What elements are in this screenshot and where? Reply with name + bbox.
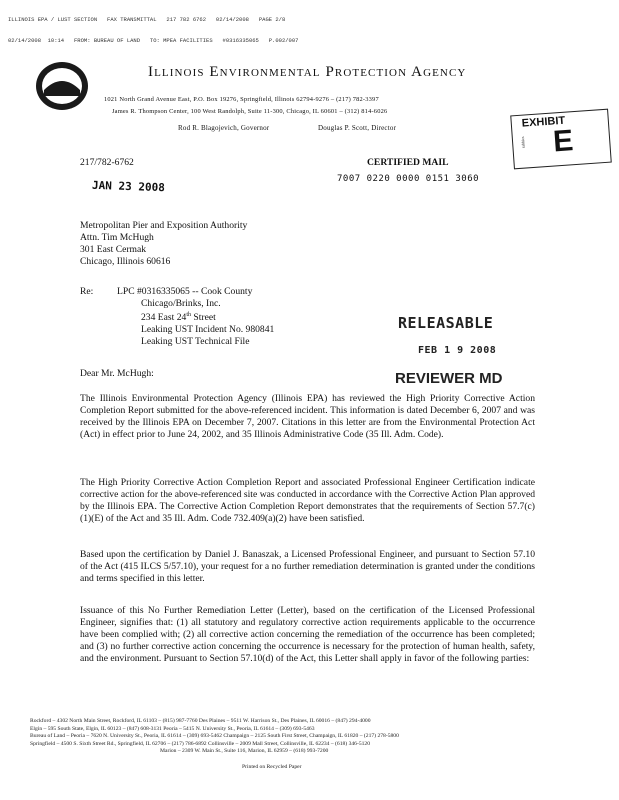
fax-header-line: 02/14/2008 10:14 FROM: BUREAU OF LAND TO: MPEA FACILITIES #0316335065 P.002/007: [8, 37, 299, 44]
recipient-line: 301 East Cermak: [80, 243, 147, 255]
footer-line: Elgin – 595 South State, Elgin, IL 60123 – (847) 608-3131 Peoria – 5415 N. University St., Peoria, IL 61614 – (309) 693-5463: [30, 725, 315, 732]
recipient-line: Metropolitan Pier and Exposition Authority: [80, 220, 248, 231]
exhibit-stamp: [510, 109, 612, 170]
re-line: Leaking UST Incident No. 980841: [141, 323, 275, 335]
exhibit-side-text: tabbies: [519, 136, 526, 149]
recycled-paper-note: Printed on Recycled Paper: [242, 763, 302, 770]
exhibit-letter: E: [552, 124, 575, 159]
agency-address-line: James R. Thompson Center, 100 West Randolph, Suite 11-300, Chicago, IL 60601 – (312) 814-6026: [112, 108, 388, 115]
certified-mail-label: CERTIFIED MAIL: [367, 157, 449, 168]
footer-line: Marion – 2309 W. Main St., Suite 116, Marion, IL 62959 – (618) 993-7200: [160, 748, 329, 755]
re-label: Re:: [80, 286, 94, 297]
recipient-line: Chicago, Illinois 60616: [80, 255, 171, 267]
footer-line: Springfield – 4500 S. Sixth Street Rd., Springfield, IL 62706 – (217) 786-6892 Collinsville – 2009 Mall Street, Collinsville, IL 62234 – (618) 346-5120: [30, 740, 371, 747]
recipient-line: Attn. Tim McHugh: [80, 231, 154, 243]
footer-line: Rockford – 4302 North Main Street, Rockford, IL 61103 – (815) 987-7760 Des Plaines – 9511 W. Harrison St., Des Plaines, IL 60016 – (847) 294-4000: [30, 718, 371, 724]
governor-name: Rod R. Blagojevich, Governor: [178, 124, 270, 132]
re-line: Chicago/Brinks, Inc.: [141, 297, 221, 309]
director-name: Douglas P. Scott, Director: [318, 124, 397, 132]
body-paragraph: The High Priority Corrective Action Completion Report and associated Professional Engineer Certification indicate corrective action for the above-referenced site was conducted in accordance with the Corrective Action Plan approved by the Illinois EPA. The Corrective Action Completion Report demonstrates that the requirements of Section 57.7(c)(1)(E) of the Act and 35 Ill. Adm. Code 732.409(a)(2) have been satisfied.: [80, 477, 535, 524]
fax-header-line: ILLINOIS EPA / LUST SECTION FAX TRANSMITTAL 217 782 6762 02/14/2008 PAGE 2/8: [8, 16, 286, 23]
agency-seal-logo: [34, 60, 90, 112]
re-line: 234 East 24th Street: [141, 311, 216, 323]
body-paragraph: The Illinois Environmental Protection Agency (Illinois EPA) has reviewed the High Priority Corrective Action Completion Report submitted for the above-referenced incident. This information is dated December 6, 2007 and was received by the Illinois EPA on December 7, 2007. Citations in this letter are from the Environmental Protection Act (Act) in effect prior to June 24, 2002, and 35 Illinois Administrative Code (35 Ill. Adm. Code).: [80, 393, 535, 440]
salutation: Dear Mr. McHugh:: [80, 368, 154, 379]
re-line: LPC #0316335065 -- Cook County: [117, 286, 253, 297]
footer-line: Bureau of Land – Peoria – 7620 N. University St., Peoria, IL 61614 – (309) 693-5462 Champaign – 2125 South First Street, Champaign, IL 61820 – (217) 278-5800: [30, 733, 399, 740]
certified-mail-number: 7007 0220 0000 0151 3060: [337, 174, 480, 184]
release-date-stamp: FEB 1 9 2008: [418, 345, 497, 356]
re-line: Leaking UST Technical File: [141, 335, 250, 347]
body-paragraph: Issuance of this No Further Remediation Letter (Letter), based on the certification of the Licensed Professional Engineer, signifies that: (1) all statutory and regulatory corrective action requirements applicable to the occurrence have been complied with; (2) all corrective action concerning the remediation of the occurrence has been completed; and (3) no further corrective action concerning the occurrence is necessary for the protection of human health, safety, and the environment. Pursuant to Section 57.10(d) of the Act, this Letter shall apply in favor of the following parties:: [80, 605, 535, 664]
agency-address-line: 1021 North Grand Avenue East, P.O. Box 19276, Springfield, Illinois 62794-9276 – (217) 782-3397: [104, 96, 379, 103]
fax-header: [8, 2, 614, 51]
footer-offices: [30, 718, 605, 772]
exhibit-label: EXHIBIT: [521, 114, 566, 130]
agency-name: Illinois Environmental Protection Agency: [148, 64, 467, 80]
body-paragraph: Based upon the certification by Daniel J. Banaszak, a Licensed Professional Engineer, and pursuant to Section 57.10 of the Act (415 ILCS 5/57.10), your request for a no further remediation determination is granted under the conditions and terms specified in this letter.: [80, 549, 535, 584]
reviewer-stamp: REVIEWER MD: [395, 370, 503, 387]
date-received-stamp: JAN 23 2008: [91, 178, 166, 195]
re-block: [117, 286, 274, 348]
recipient-address: [80, 220, 247, 268]
phone-number: 217/782-6762: [80, 157, 134, 168]
releasable-stamp: RELEASABLE: [398, 314, 494, 332]
